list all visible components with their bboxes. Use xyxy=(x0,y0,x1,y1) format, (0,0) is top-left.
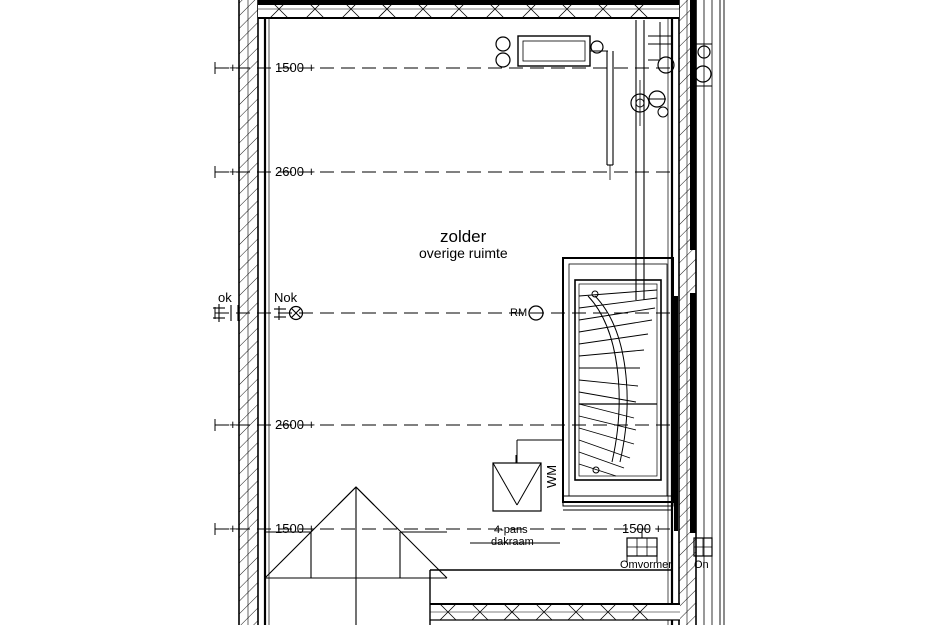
washing-machine-label: WM xyxy=(544,464,559,488)
dimension-label-1500-bottom: 1500 + xyxy=(275,521,316,536)
dakraam-label-line1: 4-pans xyxy=(494,524,528,536)
dimension-label-1500-top: 1500 + xyxy=(275,60,316,75)
dimension-label-2600-lower: 2600 + xyxy=(275,417,316,432)
plus-mark-1: + xyxy=(229,60,237,75)
smoke-detector-label: RM xyxy=(510,307,528,319)
nok-label: Nok xyxy=(274,290,298,305)
plus-mark-4: + xyxy=(229,521,237,536)
dimension-label-2600-upper: 2600 + xyxy=(275,164,316,179)
bottom-wall xyxy=(430,570,680,625)
dimension-label-1500-right: 1500 + xyxy=(622,521,663,536)
dakraam-label-line2: dakraam xyxy=(491,536,534,548)
plus-mark-3: + xyxy=(229,417,237,432)
roof-hip-lines xyxy=(265,487,447,625)
left-inner-wall-line xyxy=(265,0,269,625)
inverter-label-partial: On xyxy=(694,559,709,571)
right-zone-lines xyxy=(720,0,724,625)
top-exterior-wall xyxy=(258,0,679,18)
room-subtitle: overige ruimte xyxy=(419,245,508,261)
plus-mark-2: + xyxy=(229,164,237,179)
nok-label-left-partial: ok xyxy=(218,290,232,305)
inverter-label: Omvormer xyxy=(620,559,672,571)
left-exterior-wall xyxy=(239,0,258,625)
stairwell xyxy=(563,258,673,510)
page-title: zolder xyxy=(440,227,487,246)
